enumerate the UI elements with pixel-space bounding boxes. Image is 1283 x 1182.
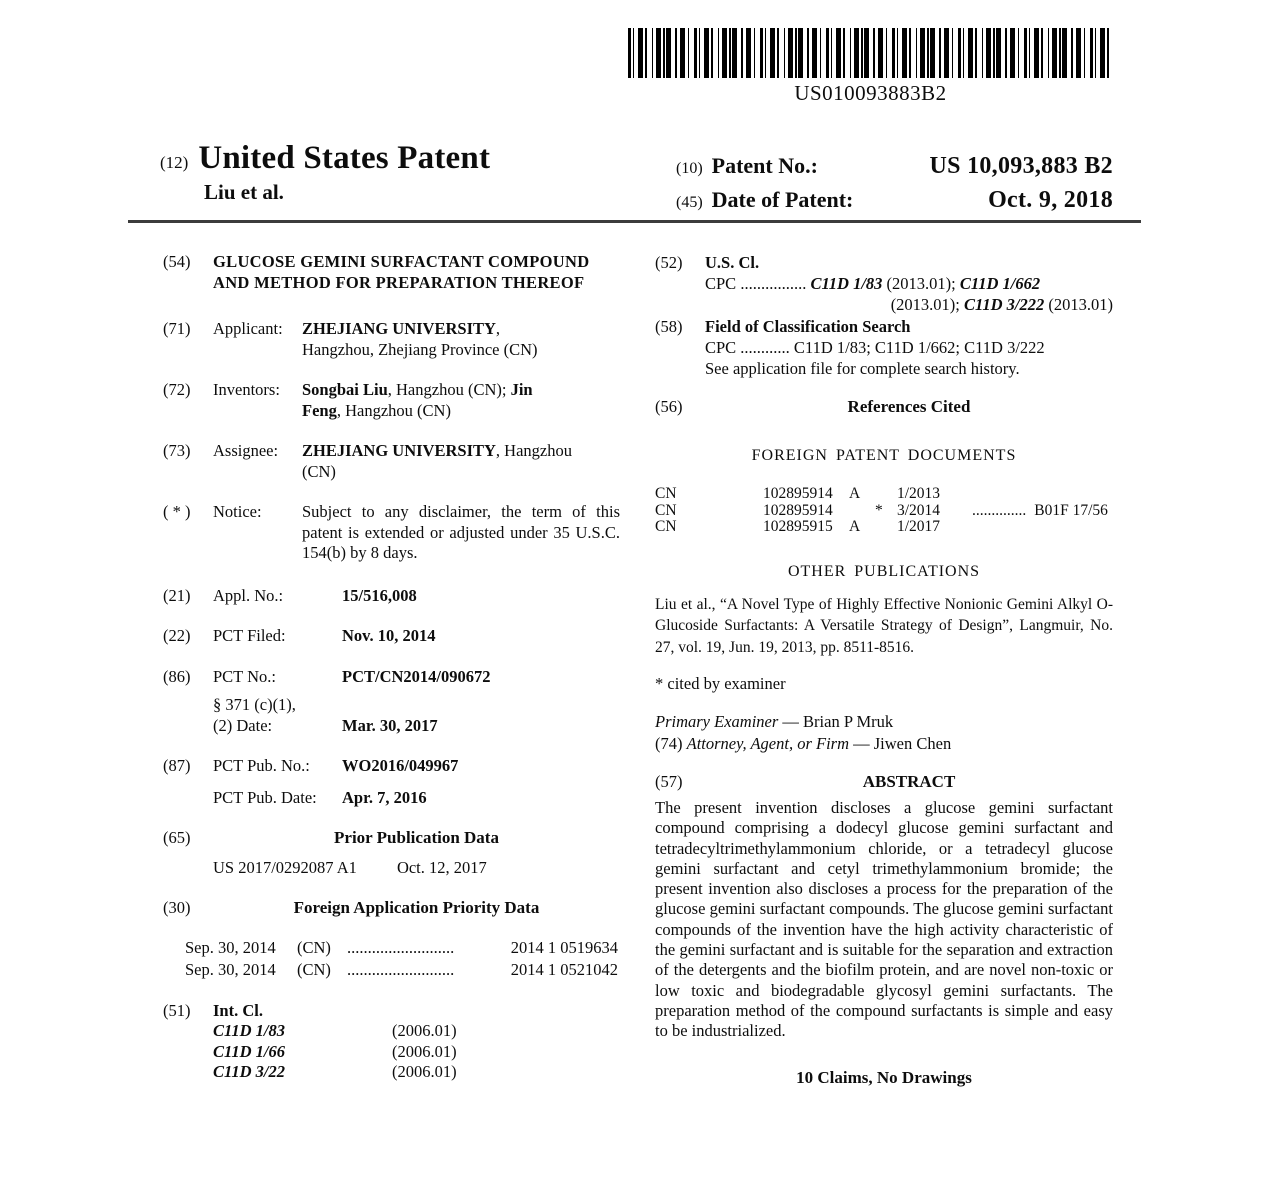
section-pct-pub-87: [163, 756, 620, 808]
cpc-year: (2013.01);: [890, 295, 965, 314]
notice-label: Notice:: [213, 502, 262, 521]
cpc-leader-dots: ................: [736, 274, 811, 293]
dash: —: [778, 712, 804, 731]
doc-kind: A: [849, 518, 861, 535]
header-divider: [128, 220, 1141, 223]
patent-no-label: Patent No.:: [711, 153, 818, 178]
patent-no-row: [676, 150, 1113, 184]
field-search-cpc-line: CPC ............ C11D 1/83; C11D 1/662; C11D 3/222: [705, 338, 1045, 357]
cpc-code: C11D 1/83: [810, 274, 883, 293]
priority-country: (CN): [297, 959, 331, 979]
document-title-row: [160, 140, 490, 177]
field-code-30: (30): [163, 898, 191, 917]
us-cl-label: U.S. Cl.: [705, 253, 760, 272]
field-code-star: ( * ): [163, 502, 191, 521]
inventor-1-name: Songbai Liu: [302, 380, 388, 399]
int-cl-year: (2006.01): [392, 1062, 457, 1081]
pct-no-label: PCT No.:: [213, 666, 276, 686]
cited-by-examiner-note: * cited by examiner: [655, 674, 786, 693]
section-prior-pub-65: [163, 828, 620, 878]
cpc-year: (2013.01);: [882, 274, 960, 293]
priority-leader-dots: ..........................: [347, 959, 455, 979]
doc-date: 3/2014: [897, 501, 941, 519]
field-code-72: (72): [163, 380, 191, 399]
pct-pub-date-label: PCT Pub. Date:: [213, 787, 317, 807]
priority-row: [185, 937, 618, 959]
int-cl-year: (2006.01): [392, 1021, 457, 1040]
doc-country: CN: [655, 518, 677, 535]
field-code-58: (58): [655, 317, 683, 336]
field-search-label: Field of Classification Search: [705, 317, 911, 336]
doc-star: [875, 486, 897, 503]
prior-publication-heading: Prior Publication Data: [334, 828, 499, 847]
applicant-name: ZHEJIANG UNIVERSITY: [302, 319, 496, 338]
cpc-label: CPC: [705, 274, 737, 293]
primary-examiner-label: Primary Examiner: [655, 712, 779, 731]
int-cl-row: [213, 1062, 620, 1083]
priority-number: 2014 1 0519634: [510, 937, 618, 957]
inventor-short-name: Liu et al.: [204, 180, 284, 204]
section-foreign-priority-30: [163, 898, 620, 981]
pct-371-date-label: (2) Date:: [213, 715, 273, 735]
patent-date-row: [676, 184, 1113, 218]
examiner-block: [655, 711, 1113, 755]
other-publications-heading: OTHER PUBLICATIONS: [787, 562, 981, 580]
doc-number: 102895915: [763, 518, 833, 535]
foreign-patent-documents-heading: FOREIGN PATENT DOCUMENTS: [751, 447, 1017, 464]
applicant-address: Hangzhou, Zhejiang Province (CN): [302, 339, 538, 359]
section-int-cl-51: [163, 1001, 620, 1083]
priority-number: 2014 1 0521042: [510, 959, 618, 979]
inventor-2-last-name: Feng: [302, 400, 337, 420]
inventors-value: [302, 380, 620, 421]
field-code-73: (73): [163, 441, 191, 460]
field-code-22: (22): [163, 626, 191, 645]
inventor-2-first-name: Jin: [510, 380, 533, 399]
applicant-value: [302, 319, 620, 360]
field-code-56: (56): [655, 397, 683, 416]
section-field-search-58: [655, 316, 1113, 379]
section-applicant-71: [163, 319, 620, 360]
priority-country: (CN): [297, 937, 331, 957]
int-cl-row: [213, 1042, 620, 1063]
pct-371-date-value: Mar. 30, 2017: [342, 715, 438, 735]
doc-number: 102895914: [763, 501, 833, 519]
section-notice: [163, 502, 620, 564]
pct-pub-no-label: PCT Pub. No.:: [213, 756, 310, 775]
barcode-image: [628, 28, 1113, 78]
assignee-country: (CN): [302, 461, 336, 481]
claims-drawings-line: 10 Claims, No Drawings: [796, 1067, 972, 1087]
us-cl-cpc-line1: [705, 273, 1113, 294]
priority-date: Sep. 30, 2014: [185, 937, 276, 957]
priority-leader-dots: ..........................: [347, 937, 455, 957]
date-label: Date of Patent:: [711, 187, 854, 212]
section-us-cl-52: [655, 252, 1113, 315]
applicant-label: Applicant:: [213, 319, 283, 338]
field-code-54: (54): [163, 252, 191, 271]
section-title-54: [163, 252, 620, 293]
field-code-57: (57): [655, 772, 683, 791]
appl-no-value: 15/516,008: [342, 585, 417, 605]
us-cl-cpc-line2: [705, 294, 1113, 315]
prior-publication-date: Oct. 12, 2017: [396, 857, 487, 877]
doc-class: B01F 17/56: [1034, 501, 1108, 519]
assignee-label: Assignee:: [213, 441, 279, 460]
doc-date: 1/2017: [897, 518, 941, 535]
foreign-doc-row: [655, 519, 1113, 536]
doc-star: *: [875, 501, 883, 519]
doc-kind: A: [849, 485, 861, 502]
int-cl-code: C11D 1/83: [213, 1021, 285, 1040]
section-inventors-72: [163, 380, 620, 421]
doc-kind: [849, 503, 875, 520]
patent-no-value: US 10,093,883 B2: [929, 153, 1113, 179]
prior-publication-number: US 2017/0292087 A1: [213, 857, 357, 877]
inventor-1-location: , Hangzhou (CN);: [387, 380, 511, 399]
int-cl-label: Int. Cl.: [213, 1000, 263, 1020]
doc-star: [875, 519, 897, 536]
attorney-line: [655, 733, 1113, 755]
left-column: [163, 252, 620, 1083]
foreign-doc-row: [655, 503, 1113, 520]
primary-examiner-name: Brian P Mruk: [803, 712, 894, 731]
int-cl-code: C11D 1/66: [213, 1041, 285, 1061]
field-code-21: (21): [163, 585, 191, 605]
field-code-52: (52): [655, 253, 683, 272]
barcode-block: [628, 28, 1113, 106]
int-cl-year: (2006.01): [392, 1041, 457, 1061]
foreign-doc-row: [655, 486, 1113, 503]
pct-filed-value: Nov. 10, 2014: [342, 626, 436, 645]
inventors-label: Inventors:: [213, 380, 280, 399]
priority-date: Sep. 30, 2014: [185, 959, 276, 979]
assignee-value: [302, 441, 620, 482]
document-header: [160, 140, 490, 205]
foreign-priority-heading: Foreign Application Priority Data: [293, 898, 540, 917]
section-appl-no-21: [163, 586, 620, 607]
applicant-comma: ,: [495, 319, 501, 338]
barcode-number: US010093883B2: [794, 81, 947, 105]
cpc-year: (2013.01): [1044, 295, 1113, 314]
date-value: Oct. 9, 2018: [988, 187, 1113, 213]
inventor-2-location: , Hangzhou (CN): [336, 400, 451, 420]
field-code-87: (87): [163, 756, 191, 775]
pct-filed-label: PCT Filed:: [213, 626, 286, 645]
patent-no-field-code: (10): [676, 160, 703, 177]
publication-citation: Liu et al., “A Novel Type of Highly Effective Nonionic Gemini Alkyl O-Glucoside Surfactants: A Versatile Strategy of Design”, Langmuir, No. 27, vol. 19, Jun. 19, 2013, pp. 8511-8516.: [655, 595, 1113, 656]
assignee-name: ZHEJIANG UNIVERSITY: [302, 441, 496, 460]
section-abstract-57: [655, 771, 1113, 792]
cpc-code: C11D 1/662: [959, 274, 1041, 293]
field-code-51: (51): [163, 1000, 191, 1020]
pct-371-line: § 371 (c)(1),: [213, 695, 296, 714]
doc-country: CN: [655, 485, 677, 502]
date-field-code: (45): [676, 194, 703, 211]
field-code-86: (86): [163, 666, 191, 686]
doc-country: CN: [655, 501, 677, 519]
notice-text: Subject to any disclaimer, the term of this patent is extended or adjusted under 35 U.S.C. 154(b) by 8 days.: [302, 502, 620, 562]
section-pct-no-86: [163, 667, 620, 737]
pct-pub-date-value: Apr. 7, 2016: [342, 787, 427, 807]
attorney-label: Attorney, Agent, or Firm: [686, 734, 850, 753]
field-search-see-line: See application file for complete search history.: [705, 359, 1020, 378]
right-column: [655, 252, 1113, 1088]
section-pct-filed-22: [163, 626, 620, 647]
section-assignee-73: [163, 441, 620, 482]
dash: —: [849, 734, 874, 753]
page-title: United States Patent: [198, 140, 491, 176]
appl-no-label: Appl. No.:: [213, 585, 284, 605]
abstract-heading: ABSTRACT: [862, 772, 956, 791]
doc-number: 102895914: [763, 485, 833, 502]
primary-examiner-line: [655, 711, 1113, 733]
field-code-65: (65): [163, 828, 191, 847]
references-cited-heading: References Cited: [847, 397, 971, 416]
attorney-name: Jiwen Chen: [873, 734, 952, 753]
pct-no-value: PCT/CN2014/090672: [342, 666, 491, 686]
abstract-text: The present invention discloses a glucose gemini surfactant compound comprising a dodecyl glucose gemini surfactant and tetradecyltrimethylammonium chloride, or a tetradecyl glucose gemini surfactant and cetyl trimethylammonium bromide; the present invention also discloses a process for the preparation of the glucose gemini surfactant compounds. The glucose gemini surfactant compounds of the invention have the high activity characteristic of the gemini surfactant and is suitable for the separation and extraction of the detergents and the biofilm protein, and are novel non-toxic or low toxic and biodegradable glycosyl gemini surfactants. The preparation method of the compound surfactants is simple and easy to be industrialized.: [655, 798, 1113, 1041]
section-references-56: [655, 396, 1113, 417]
field-code-74: (74): [655, 734, 683, 753]
priority-row: [185, 959, 618, 981]
doc-leader-dots: ..............: [972, 501, 1027, 519]
field-code-71: (71): [163, 319, 191, 338]
patent-number-block: [676, 150, 1113, 218]
cpc-code: C11D 3/222: [964, 295, 1045, 314]
invention-title: GLUCOSE GEMINI SURFACTANT COMPOUND AND METHOD FOR PREPARATION THEREOF: [213, 252, 590, 292]
int-cl-row: [213, 1021, 620, 1042]
assignee-city: , Hangzhou: [495, 441, 572, 460]
kind-code-number: (12): [160, 153, 189, 172]
foreign-docs-table: [655, 486, 1113, 536]
int-cl-code: C11D 3/22: [213, 1062, 285, 1081]
doc-date: 1/2013: [897, 485, 941, 502]
pct-pub-no-value: WO2016/049967: [342, 756, 459, 775]
